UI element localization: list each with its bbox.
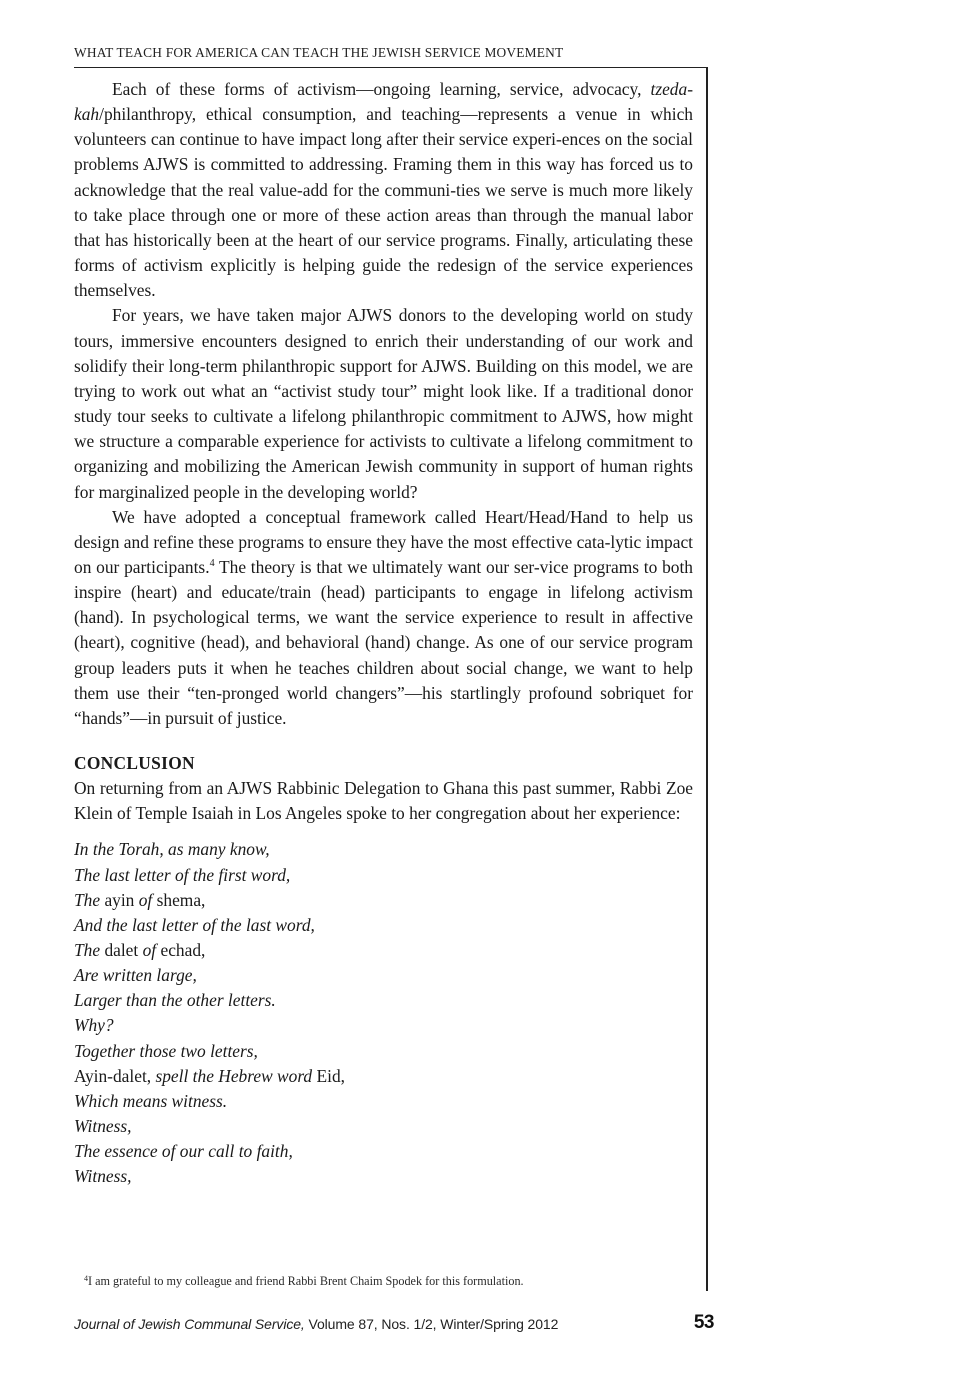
poem-line: In the Torah, as many know, — [74, 839, 270, 860]
issue-info: Volume 87, Nos. 1/2, Winter/Spring 2012 — [304, 1316, 559, 1332]
article-body — [74, 77, 693, 1190]
poem-line: The essence of our call to faith, — [74, 1141, 293, 1162]
poem-line: Are written large, — [74, 965, 197, 986]
footnote-mark: 4 — [84, 1274, 88, 1283]
conclusion-heading: CONCLUSION — [74, 753, 195, 774]
poem-line: The ayin of shema, — [74, 889, 206, 910]
paragraph-study-tours: For years, we have taken major AJWS donors to the developing world on study tours, immersive encounters designed to enrich their understanding of our work and solidify their long-term philanthropic support for AJWS. Building on this model, we are trying to work out what an “activist study tour” might look like. If a traditional donor study tour seeks to cultivate a lifelong philanthropic commitment to AJWS, how might we structure a comparable experience for activists to cultivate a lifelong commitment to organizing and mobilizing the American Jewish community in support of human rights for marginalized people in the developing world? — [74, 305, 693, 502]
conclusion-intro: On returning from an AJWS Rabbinic Delegation to Ghana this past summer, Rabbi Zoe Klein of Temple Isaiah in Los Angeles spoke to her congregation about her experience: — [74, 778, 693, 824]
running-header: WHAT TEACH FOR AMERICA CAN TEACH THE JEWISH SERVICE MOVEMENT — [74, 45, 564, 60]
margin-rule — [706, 67, 708, 1291]
poem-quote — [74, 837, 693, 1189]
paragraph-activism-forms: Each of these forms of activism—ongoing learning, service, advocacy, tzeda-kah/philanthropy, ethical consumption, and teaching—represents a venue in which volunteers can continue to have impact long after their service experi-ences on the social problems AJWS is committed to addressing. Framing them in this way has forced us to acknowledge that the real value-add for the communi-ties we serve is much more likely to take place through one or more of these action areas than through the manual labor that has historically been at the heart of our service programs. Finally, articulating these forms of activism explicitly is helping guide the redesign of the service experiences themselves. — [74, 79, 693, 301]
poem-line: Larger than the other letters. — [74, 990, 276, 1011]
poem-line: Which means witness. — [74, 1090, 228, 1111]
header-rule — [74, 67, 708, 68]
footnote: $^4$I am grateful to my colleague and friend Rabbi Brent Chaim Spodek for this formulation. — [84, 1274, 524, 1288]
footnote-reference[interactable]: 4 — [209, 557, 215, 569]
poem-line: The dalet of echad, — [74, 940, 206, 960]
poem-line: Ayin-dalet, spell the Hebrew word Eid, — [74, 1065, 345, 1086]
poem-line: Why? — [74, 1015, 114, 1036]
journal-name: Journal of Jewish Communal Service, — [74, 1316, 305, 1332]
poem-line: Witness, — [74, 1116, 132, 1137]
poem-line: The last letter of the first word, — [74, 864, 291, 885]
paragraph-heart-head-hand: We have adopted a conceptual framework called Heart/Head/Hand to help us design and refine these programs to ensure they have the most effective cata-lytic impact on our participants.$^4$ The theory is that we ultimately want our ser-vice programs to both inspire (heart) and educate/train (head) participants to engage in lifelong activism (hand). In psychological terms, we want the service experience to result in affective (heart), cognitive (head), and behavioral (hand) change. As one of our service program group leaders puts it when he teaches children about social change, we want to help them use their “ten-pronged world changers”—his startlingly profound sobriquet for “hands”—in pursuit of justice. — [74, 506, 693, 728]
poem-line: Together those two letters, — [74, 1040, 258, 1061]
italic-term: tzeda-kah — [74, 79, 693, 125]
poem-line: Witness, — [74, 1166, 132, 1187]
page-number: 53 — [693, 1312, 714, 1333]
poem-line: And the last letter of the last word, — [74, 914, 315, 935]
journal-citation — [74, 1316, 714, 1332]
